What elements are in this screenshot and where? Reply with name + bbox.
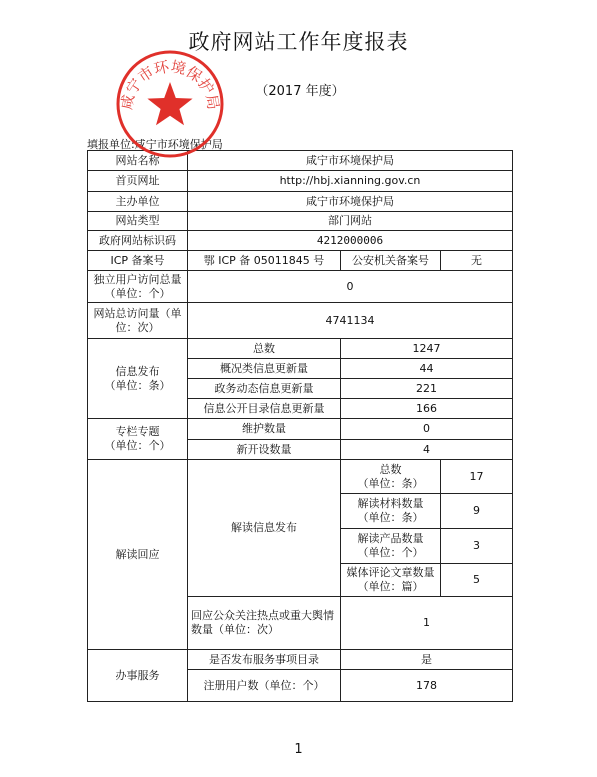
report-year: （2017 年度） bbox=[255, 84, 345, 99]
interpret-material-label: 解读材料数量 （单位：条） bbox=[341, 494, 441, 529]
info-publish-label: 信息发布 （单位：条） bbox=[88, 339, 188, 419]
site-type-label: 网站类型 bbox=[88, 212, 188, 231]
info-total-label: 总数 bbox=[188, 339, 341, 359]
interpret-label: 解读回应 bbox=[88, 460, 188, 650]
info-news-label: 政务动态信息更新量 bbox=[188, 379, 341, 399]
interpret-product-label: 解读产品数量 （单位：个） bbox=[341, 529, 441, 564]
table-row bbox=[88, 419, 513, 440]
site-name-label: 网站名称 bbox=[88, 151, 188, 171]
gov-id-value: 4212000006 bbox=[188, 231, 513, 251]
hotspot-label: 回应公众关注热点或重大舆情数量（单位：次） bbox=[188, 597, 341, 650]
column-new-label: 新开设数量 bbox=[188, 440, 341, 460]
service-users-label: 注册用户数（单位：个） bbox=[188, 670, 341, 702]
pv-value: 4741134 bbox=[188, 303, 513, 339]
info-overview-value: 44 bbox=[341, 359, 513, 379]
table-row bbox=[88, 171, 513, 192]
interpret-material-value: 9 bbox=[441, 494, 513, 529]
interpret-total-label: 总数 （单位：条） bbox=[341, 460, 441, 494]
icp-value: 鄂 ICP 备 05011845 号 bbox=[188, 251, 341, 271]
hotspot-value: 1 bbox=[341, 597, 513, 650]
table-row bbox=[88, 192, 513, 212]
police-record-value: 无 bbox=[441, 251, 513, 271]
table-row bbox=[88, 460, 513, 494]
service-label: 办事服务 bbox=[88, 650, 188, 702]
interpret-sub-label: 解读信息发布 bbox=[188, 460, 341, 597]
uv-label: 独立用户访问总量（单位：个） bbox=[88, 271, 188, 303]
interpret-total-value: 17 bbox=[441, 460, 513, 494]
site-name-value: 咸宁市环境保护局 bbox=[188, 151, 513, 171]
service-catalog-label: 是否发布服务事项目录 bbox=[188, 650, 341, 670]
info-directory-value: 166 bbox=[341, 399, 513, 419]
table-row bbox=[88, 212, 513, 231]
table-row bbox=[88, 650, 513, 670]
column-new-value: 4 bbox=[341, 440, 513, 460]
homepage-value: http://hbj.xianning.gov.cn bbox=[188, 171, 513, 192]
official-seal bbox=[114, 48, 226, 160]
table-row bbox=[88, 271, 513, 303]
police-record-label: 公安机关备案号 bbox=[341, 251, 441, 271]
table-row bbox=[88, 231, 513, 251]
column-maintain-value: 0 bbox=[341, 419, 513, 440]
info-directory-label: 信息公开目录信息更新量 bbox=[188, 399, 341, 419]
table-row bbox=[88, 303, 513, 339]
interpret-media-value: 5 bbox=[441, 564, 513, 597]
reporting-unit: 填报单位:咸宁市环境保护局 bbox=[87, 138, 223, 151]
host-value: 咸宁市环境保护局 bbox=[188, 192, 513, 212]
gov-id-label: 政府网站标识码 bbox=[88, 231, 188, 251]
icp-label: ICP 备案号 bbox=[88, 251, 188, 271]
seal-text: 咸宁市环境保护局 bbox=[117, 57, 223, 112]
site-type-value: 部门网站 bbox=[188, 212, 513, 231]
service-users-value: 178 bbox=[341, 670, 513, 702]
service-catalog-value: 是 bbox=[341, 650, 513, 670]
info-total-value: 1247 bbox=[341, 339, 513, 359]
page-number: 1 bbox=[294, 742, 303, 757]
seal-star-icon bbox=[147, 82, 192, 125]
homepage-label: 首页网址 bbox=[88, 171, 188, 192]
table-row bbox=[88, 251, 513, 271]
column-label: 专栏专题 （单位：个） bbox=[88, 419, 188, 460]
interpret-product-value: 3 bbox=[441, 529, 513, 564]
pv-label: 网站总访问量（单位：次） bbox=[88, 303, 188, 339]
host-label: 主办单位 bbox=[88, 192, 188, 212]
interpret-media-label: 媒体评论文章数量 （单位：篇） bbox=[341, 564, 441, 597]
table-row bbox=[88, 339, 513, 359]
info-overview-label: 概况类信息更新量 bbox=[188, 359, 341, 379]
uv-value: 0 bbox=[188, 271, 513, 303]
report-title: 政府网站工作年度报表 bbox=[188, 30, 409, 54]
column-maintain-label: 维护数量 bbox=[188, 419, 341, 440]
report-table bbox=[87, 150, 513, 702]
info-news-value: 221 bbox=[341, 379, 513, 399]
